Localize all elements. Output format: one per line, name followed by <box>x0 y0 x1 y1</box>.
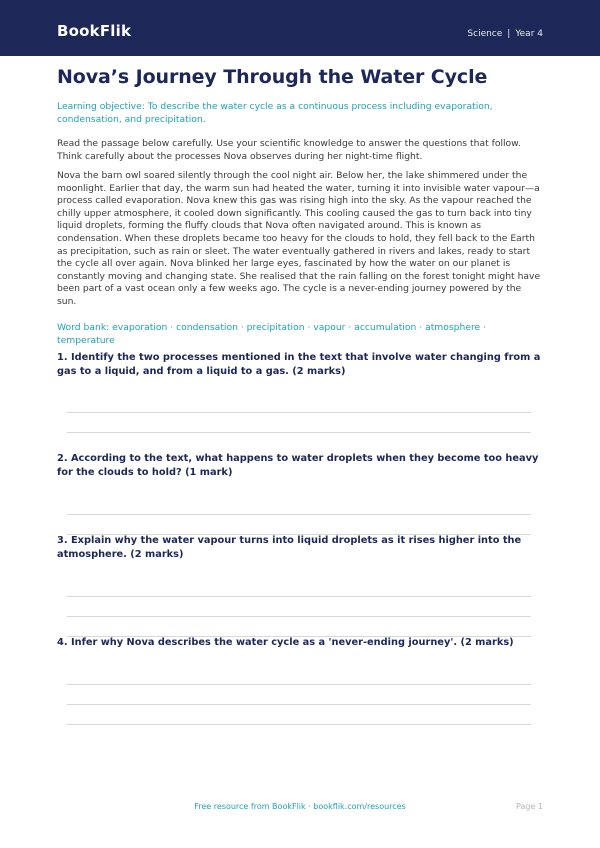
footer-credit[interactable]: Free resource from BookFlik · bookflik.com/resources <box>194 802 406 811</box>
question-3: 3. Explain why the water vapour turns into liquid droplets as it rises higher into the atmosphere. (2 marks) <box>57 535 522 560</box>
page-header <box>0 0 600 56</box>
subject-label: Science <box>467 29 503 39</box>
page-number: Page 1 <box>516 802 543 811</box>
learning-objective: Learning objective: To describe the water cycle as a continuous process including evaporation, condensation, and precipitation. <box>57 101 493 125</box>
answer-line[interactable] <box>67 724 531 725</box>
answer-line[interactable] <box>67 514 531 515</box>
answer-line[interactable] <box>67 704 531 705</box>
instructions: Read the passage below carefully. Use your scientific knowledge to answer the questions that follow. Think carefully about the processes Nova observes during her night-time flight. <box>57 138 521 162</box>
answer-line[interactable] <box>67 596 531 597</box>
question-1: 1. Identify the two processes mentioned in the text that involve water changing from a gas to a liquid, and from a liquid to a gas. (2 marks) <box>57 352 541 377</box>
meta-separator: | <box>507 29 511 39</box>
brand-logo: BookFlik <box>57 22 132 40</box>
question-2: 2. According to the text, what happens to water droplets when they become too heavy for the clouds to hold? (1 mark) <box>57 453 539 478</box>
year-label: Year 4 <box>515 29 543 39</box>
answer-line[interactable] <box>67 684 531 685</box>
reading-passage: Nova the barn owl soared silently through the cool night air. Below her, the lake shimmered under the moonlight. Earlier that day, the warm sun had heated the water, turning it into invisible water vapour—a process called evaporation. Nova knew this gas was rising high into the sky. As the vapour reached the chilly upper atmosphere, it cooled down significantly. This cooling caused the gas to turn back into tiny liquid droplets, forming the fluffy clouds that Nova often navigated around. This is known as condensation. When these droplets became too heavy for the clouds to hold, they fell back to the Earth as precipitation, such as rain or sleet. The water eventually gathered in rivers and lakes, ready to start the cycle all over again. Nova blinked her large eyes, fascinated by how the water on our planet is constantly moving and changing state. She realised that the rain falling on the forest tonight might have been part of a vast ocean only a few weeks ago. The cycle is a never-ending journey powered by the sun. <box>57 170 541 307</box>
page-title: Nova’s Journey Through the Water Cycle <box>57 66 488 88</box>
worksheet-content <box>57 66 543 347</box>
answer-line[interactable] <box>67 432 531 433</box>
word-bank: Word bank: evaporation · condensation · precipitation · vapour · accumulation · atmosphere · temperature <box>57 321 487 346</box>
subject-year-label <box>467 28 543 40</box>
question-4: 4. Infer why Nova describes the water cycle as a 'never-ending journey'. (2 marks) <box>57 637 514 648</box>
answer-line[interactable] <box>67 412 531 413</box>
answer-line[interactable] <box>67 616 531 617</box>
